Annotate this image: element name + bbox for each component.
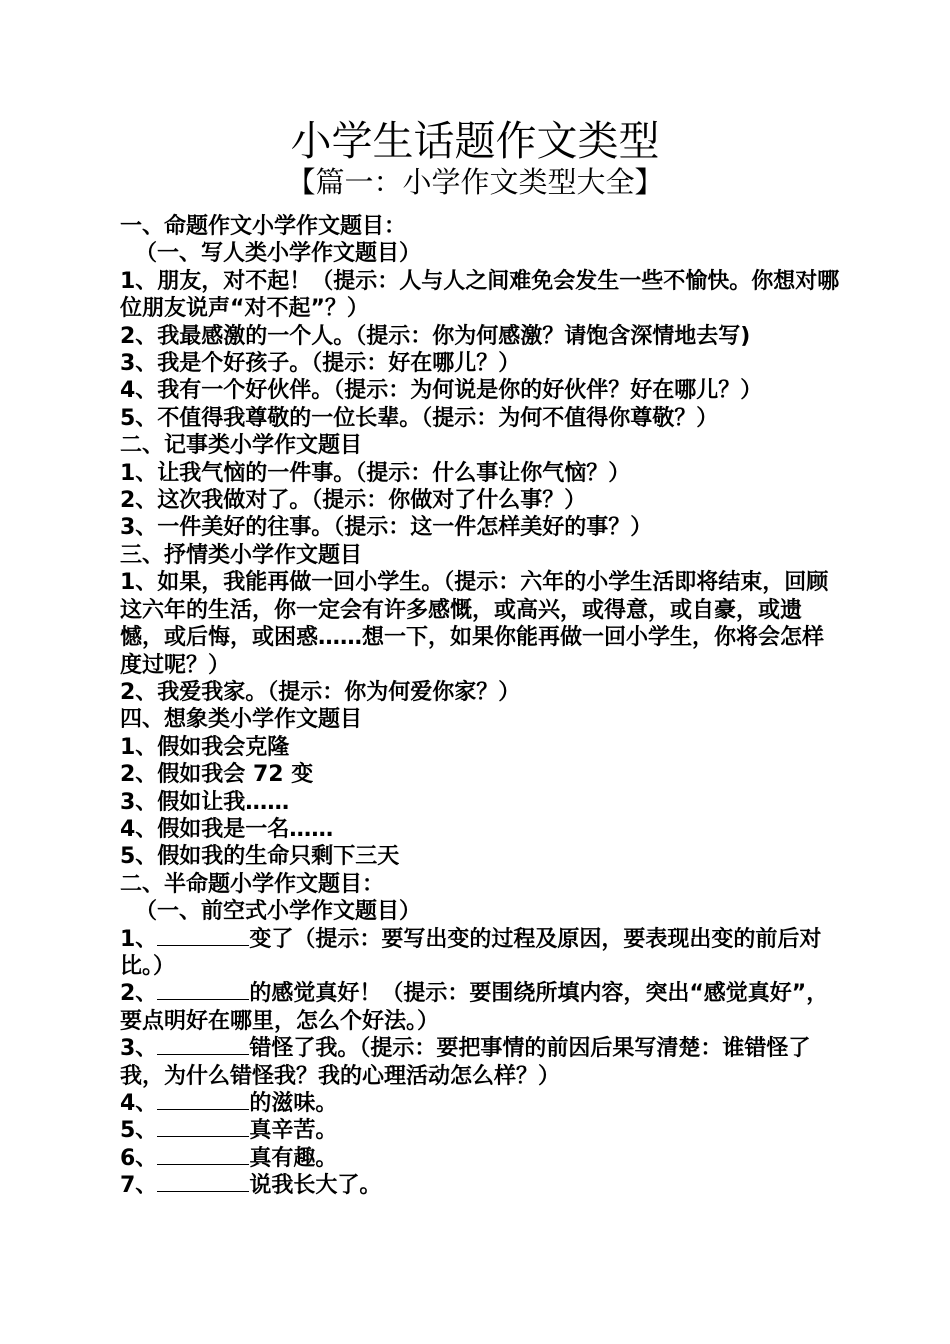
category-heading: 三、抒情类小学作文题目 bbox=[120, 542, 363, 568]
item-text: 错怪了我。（提示：要把事情的前因后果写清楚：谁错怪了我，为什么错怪我？我的心理活动怎么样？） bbox=[120, 1036, 811, 1089]
list-item: 2、我最感激的一个人。（提示：你为何感激？请饱含深情地去写) bbox=[120, 323, 751, 349]
item-text: 变了（提示：要写出变的过程及原因，要表现出变的前后对比。） bbox=[120, 926, 822, 979]
list-item: 1、假如我会克隆 bbox=[120, 734, 290, 760]
list-item: 2、这次我做对了。（提示：你做对了什么事？） bbox=[120, 488, 587, 514]
list-item: 1、朋友，对不起！（提示：人与人之间难免会发生一些不愉快。你想对哪位朋友说声“对不起”？） bbox=[120, 268, 840, 322]
blank-line bbox=[157, 1117, 249, 1137]
document-subtitle: 【篇一：小学作文类型大全】 bbox=[286, 165, 664, 199]
list-item: 2、假如我会 72 变 bbox=[120, 762, 314, 788]
category-heading: （一、前空式小学作文题目） bbox=[135, 899, 422, 925]
category-heading: （一、写人类小学作文题目） bbox=[135, 241, 422, 267]
document-body bbox=[116, 213, 842, 1200]
blank-line bbox=[157, 1090, 249, 1110]
section-heading: 二、半命题小学作文题目： bbox=[120, 871, 385, 897]
fill-blank-item bbox=[116, 926, 842, 981]
fill-blank-item bbox=[116, 1035, 842, 1090]
fill-blank-item bbox=[116, 980, 842, 1035]
document-title: 小学生话题作文类型 bbox=[290, 117, 660, 165]
blank-line bbox=[157, 926, 249, 946]
list-item: 4、我有一个好伙伴。（提示：为何说是你的好伙伴？好在哪儿？） bbox=[120, 378, 763, 404]
item-number: 2、 bbox=[120, 981, 158, 1007]
fill-blank-item bbox=[116, 1172, 842, 1199]
category-heading: 二、记事类小学作文题目 bbox=[120, 433, 363, 459]
item-text: 真辛苦。 bbox=[249, 1118, 338, 1144]
item-text: 的感觉真好！（提示：要围绕所填内容，突出“感觉真好”，要点明好在哪里，怎么个好法。） bbox=[120, 981, 829, 1034]
blank-line bbox=[157, 1172, 249, 1192]
item-text: 真有趣。 bbox=[249, 1145, 338, 1171]
list-item: 3、我是个好孩子。（提示：好在哪儿？） bbox=[120, 351, 521, 377]
blank-line bbox=[157, 980, 249, 1000]
list-item: 1、让我气恼的一件事。（提示：什么事让你气恼？） bbox=[120, 460, 631, 486]
item-number: 4、 bbox=[120, 1091, 158, 1116]
list-item: 2、我爱我家。（提示：你为何爱你家？） bbox=[120, 679, 521, 705]
list-item: 5、假如我的生命只剩下三天 bbox=[120, 844, 400, 870]
item-text: 说我长大了。 bbox=[249, 1173, 382, 1199]
item-number: 3、 bbox=[120, 1036, 158, 1062]
fill-blank-item bbox=[116, 1090, 842, 1117]
category-heading: 四、想象类小学作文题目 bbox=[120, 707, 363, 733]
list-item: 4、假如我是一名…… bbox=[120, 816, 334, 842]
item-number: 6、 bbox=[120, 1145, 158, 1171]
section-heading: 一、命题作文小学作文题目： bbox=[120, 214, 407, 239]
fill-blank-item bbox=[116, 1145, 842, 1172]
item-text: 的滋味。 bbox=[249, 1091, 338, 1116]
item-number: 5、 bbox=[120, 1118, 158, 1144]
list-item: 1、如果，我能再做一回小学生。（提示：六年的小学生活即将结束，回顾这六年的生活，你一定会有许多感慨，或高兴，或得意，或自豪，或遗憾，或后悔，或困惑……想一下，如果你能再做一回小学生，你将会怎样度过呢？） bbox=[120, 570, 829, 678]
list-item: 3、一件美好的往事。（提示：这一件怎样美好的事？） bbox=[120, 515, 653, 541]
item-number: 7、 bbox=[120, 1173, 158, 1199]
item-number: 1、 bbox=[120, 926, 158, 952]
blank-line bbox=[157, 1035, 249, 1055]
fill-blank-item bbox=[116, 1117, 842, 1144]
list-item: 3、假如让我…… bbox=[120, 789, 290, 815]
list-item: 5、不值得我尊敬的一位长辈。（提示：为何不值得你尊敬？） bbox=[120, 405, 719, 431]
blank-line bbox=[157, 1145, 249, 1165]
